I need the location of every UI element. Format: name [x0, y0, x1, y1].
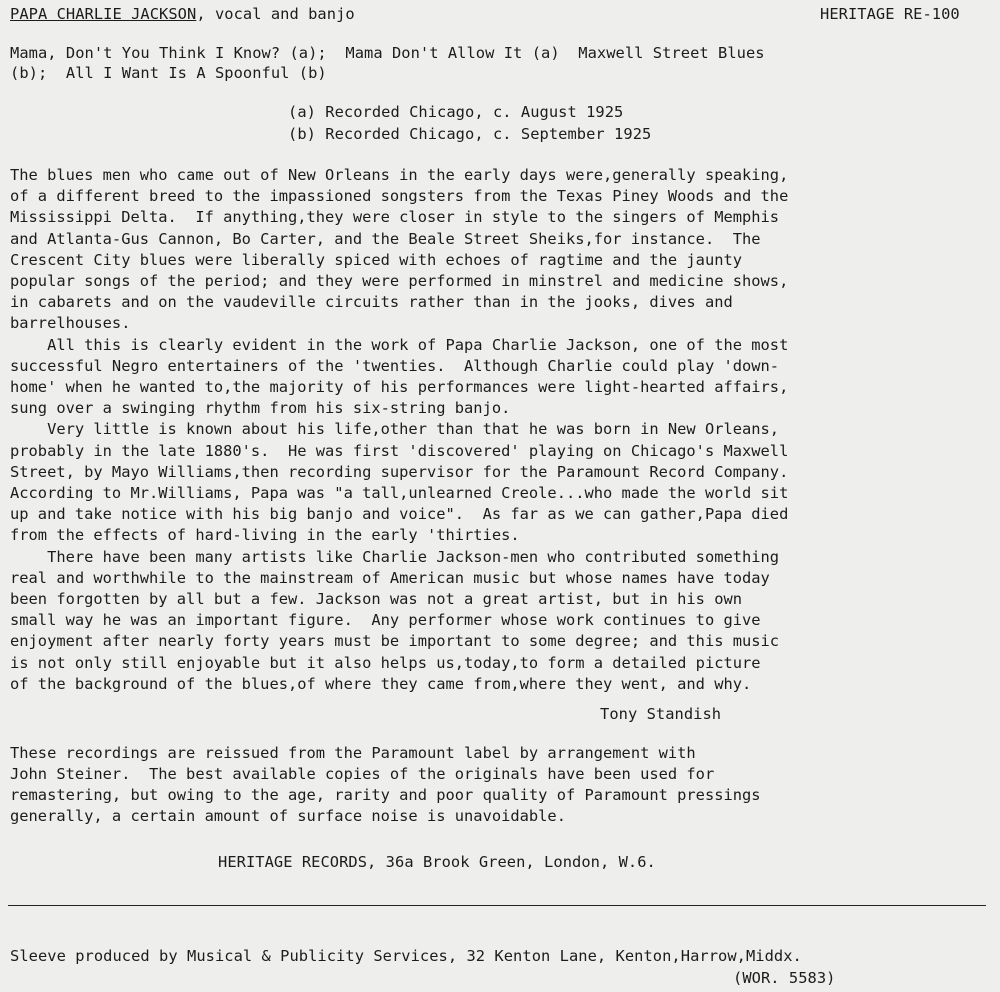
liner-note-line: small way he was an important figure. Any performer whose work continues to give	[10, 611, 761, 630]
liner-note-line: The blues men who came out of New Orleans in the early days were,generally speaking,	[10, 166, 789, 184]
liner-note-line: All this is clearly evident in the work of Papa Charlie Jackson, one of the most	[10, 335, 789, 354]
liner-note-line: been forgotten by all but a few. Jackson was not a great artist, but in his own	[10, 590, 743, 608]
liner-note-line: in cabarets and on the vaudeville circuits rather than in the jooks, dives and	[10, 293, 733, 312]
sleeve-credit: Sleeve produced by Musical & Publicity Services, 32 Kenton Lane, Kenton,Harrow,Middx.	[10, 947, 802, 965]
reissue-note-line: generally, a certain amount of surface noise is unavoidable.	[10, 807, 566, 825]
liner-note-line: up and take notice with his big banjo and voice". As far as we can gather,Papa died	[10, 505, 789, 524]
liner-note-line: probably in the late 1880's. He was first 'discovered' playing on Chicago's Maxwell	[10, 441, 789, 460]
liner-note-line: sung over a swinging rhythm from his six-string banjo.	[10, 399, 511, 418]
author-signature: Tony Standish	[600, 705, 722, 723]
recording-info: (b) Recorded Chicago, c. September 1925	[288, 125, 652, 143]
recording-info: (a) Recorded Chicago, c. August 1925	[288, 103, 624, 121]
header-line	[10, 4, 355, 24]
liner-note-line: Crescent City blues were liberally spiced with echoes of ragtime and the jaunty	[10, 250, 743, 269]
liner-note-line: enjoyment after nearly forty years must be important to some degree; and this music	[10, 632, 780, 651]
liner-note-line: Mississippi Delta. If anything,they were closer in style to the singers of Memphis	[10, 208, 780, 227]
liner-note-line: real and worthwhile to the mainstream of American music but whose names have today	[10, 568, 770, 587]
label-address: HERITAGE RECORDS, 36a Brook Green, London, W.6.	[218, 853, 656, 871]
liner-note-line: from the effects of hard-living in the early 'thirties.	[10, 526, 520, 545]
divider-rule	[8, 905, 986, 906]
phone-number: (WOR. 5583)	[733, 969, 836, 987]
liner-note-line: Very little is known about his life,other than that he was born in New Orleans,	[10, 420, 780, 439]
artist-name: PAPA CHARLIE JACKSON	[10, 5, 197, 23]
liner-note-line: is not only still enjoyable but it also helps us,today,to form a detailed picture	[10, 653, 761, 672]
liner-note-line: popular songs of the period; and they were performed in minstrel and medicine shows,	[10, 272, 789, 290]
liner-note-line: home' when he wanted to,the majority of his performances were light-hearted affairs,	[10, 378, 789, 396]
liner-note-line: There have been many artists like Charlie Jackson-men who contributed something	[10, 547, 780, 566]
liner-note-line: of the background of the blues,of where they came from,where they went, and why.	[10, 674, 752, 693]
liner-note-line: According to Mr.Williams, Papa was "a tall,unlearned Creole...who made the world sit	[10, 484, 789, 502]
track-list-line: (b); All I Want Is A Spoonful (b)	[10, 64, 327, 82]
reissue-note-line: These recordings are reissued from the Paramount label by arrangement with	[10, 744, 696, 762]
catalog-number: HERITAGE RE-100	[820, 5, 960, 23]
instruments: , vocal and banjo	[196, 5, 355, 23]
liner-note-line: and Atlanta-Gus Cannon, Bo Carter, and the Beale Street Sheiks,for instance. The	[10, 229, 761, 248]
liner-note-line: barrelhouses.	[10, 314, 131, 333]
track-list-line: Mama, Don't You Think I Know? (a); Mama Don't Allow It (a) Maxwell Street Blues	[10, 44, 765, 62]
liner-note-line: successful Negro entertainers of the 'twenties. Although Charlie could play 'down-	[10, 356, 780, 375]
liner-note-line: of a different breed to the impassioned songsters from the Texas Piney Woods and the	[10, 187, 789, 206]
reissue-note-line: John Steiner. The best available copies of the originals have been used for	[10, 765, 715, 783]
reissue-note-line: remastering, but owing to the age, rarity and poor quality of Paramount pressings	[10, 786, 761, 804]
liner-note-line: Street, by Mayo Williams,then recording supervisor for the Paramount Record Company.	[10, 462, 789, 481]
